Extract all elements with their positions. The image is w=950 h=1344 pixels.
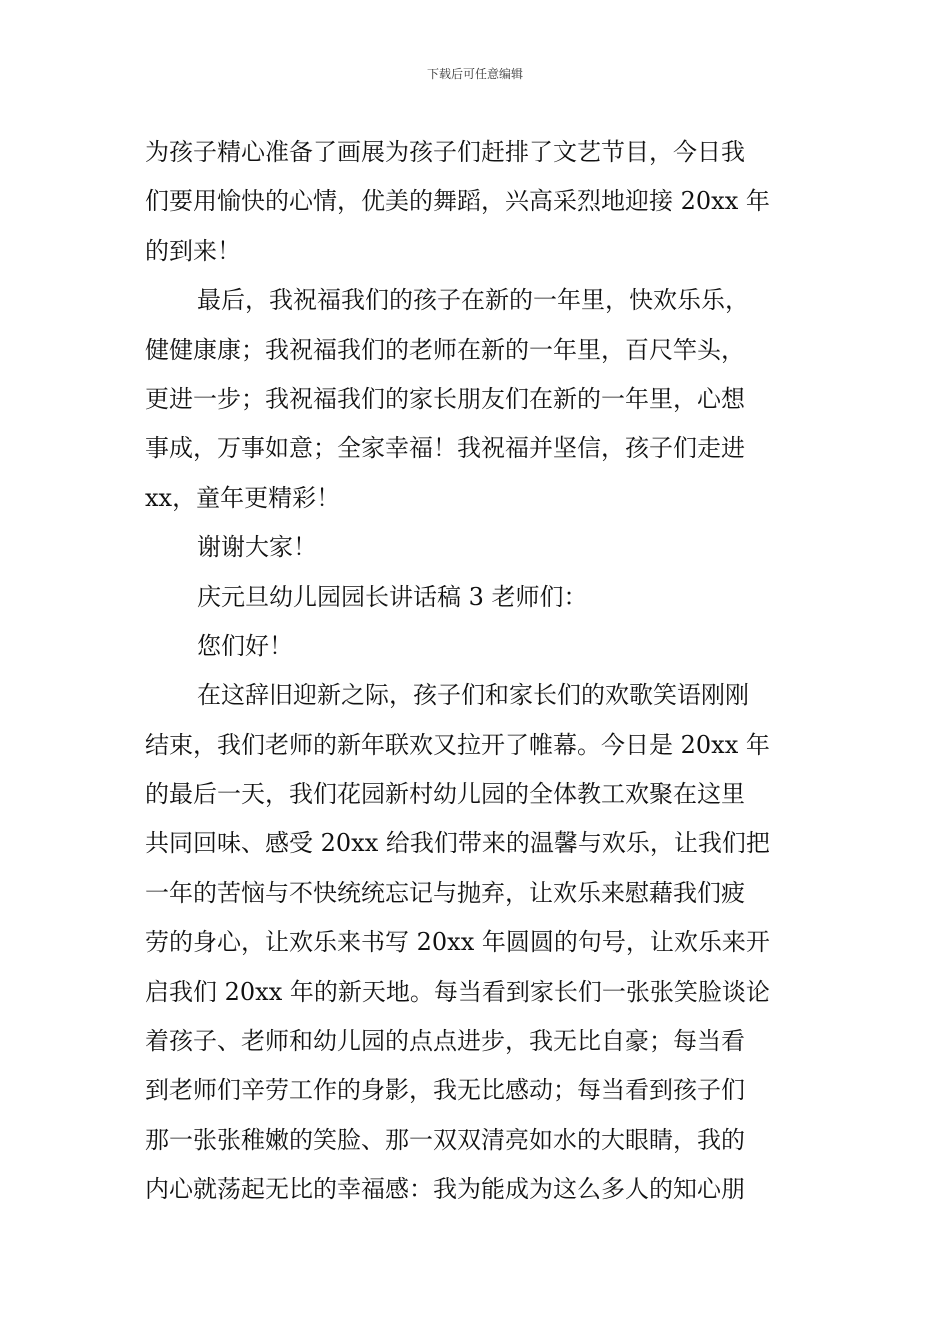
text-line: 共同回味、感受 20xx 给我们带来的温馨与欢乐，让我们把 <box>145 829 770 858</box>
text-line: 那一张张稚嫩的笑脸、那一双双清亮如水的大眼睛，我的 <box>145 1125 745 1154</box>
text-line: 劳的身心，让欢乐来书写 20xx 年圆圆的句号，让欢乐来开 <box>145 928 770 957</box>
text-line: 着孩子、老师和幼儿园的点点进步，我无比自豪；每当看 <box>145 1027 745 1056</box>
text-line: 一年的苦恼与不快统统忘记与抛弃，让欢乐来慰藉我们疲 <box>145 878 745 907</box>
text-line: 事成，万事如意；全家幸福！我祝福并坚信，孩子们走进 <box>145 434 745 463</box>
text-line: 内心就荡起无比的幸福感：我为能成为这么多人的知心朋 <box>145 1175 745 1204</box>
text-line: 庆元旦幼儿园园长讲话稿 3 老师们： <box>197 582 588 611</box>
text-line: 您们好！ <box>197 631 293 660</box>
text-line: 们要用愉快的心情，优美的舞蹈，兴高采烈地迎接 20xx 年 <box>145 187 770 216</box>
text-line: 健健康康；我祝福我们的老师在新的一年里，百尺竿头， <box>145 335 745 364</box>
text-line: 结束，我们老师的新年联欢又拉开了帷幕。今日是 20xx 年 <box>145 730 770 759</box>
text-line: xx，童年更精彩！ <box>145 483 341 512</box>
text-line: 的到来！ <box>145 236 241 265</box>
text-line: 的最后一天，我们花园新村幼儿园的全体教工欢聚在这里 <box>145 780 745 809</box>
document-body <box>145 128 810 1215</box>
text-line: 谢谢大家！ <box>197 533 317 562</box>
text-line: 在这辞旧迎新之际，孩子们和家长们的欢歌笑语刚刚 <box>197 681 749 710</box>
text-line: 到老师们辛劳工作的身影，我无比感动；每当看到孩子们 <box>145 1076 745 1105</box>
text-line: 最后，我祝福我们的孩子在新的一年里，快欢乐乐， <box>197 286 749 315</box>
text-line: 启我们 20xx 年的新天地。每当看到家长们一张张笑脸谈论 <box>145 977 770 1006</box>
page-header: 下载后可任意编辑 <box>426 67 523 81</box>
text-line: 为孩子精心准备了画展为孩子们赶排了文艺节目，今日我 <box>145 138 745 166</box>
text-line: 更进一步；我祝福我们的家长朋友们在新的一年里，心想 <box>145 384 745 413</box>
